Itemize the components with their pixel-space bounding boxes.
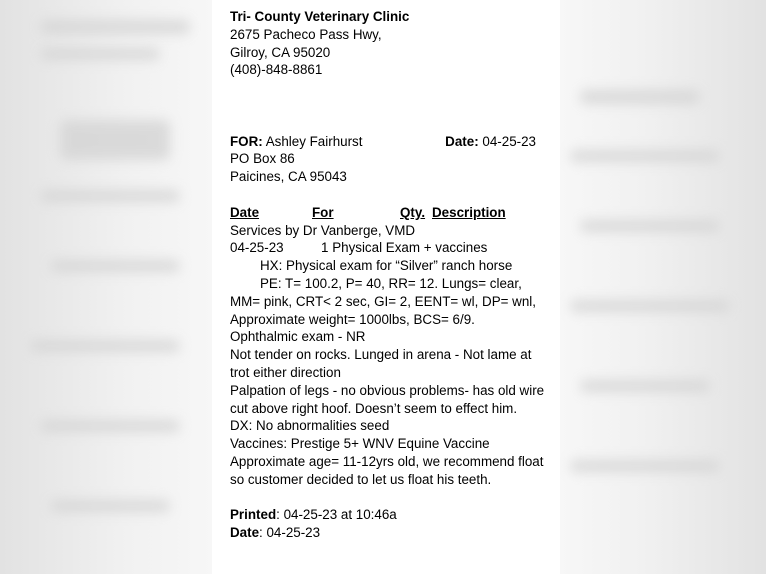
note-hx: HX: Physical exam for “Silver” ranch horse [260, 258, 513, 274]
printed-row [230, 506, 552, 524]
note-rocks: Not tender on rocks. Lunged in arena - Not lame at trot either direction [230, 347, 532, 380]
invoice-document [212, 0, 560, 574]
printed-label: Printed [230, 507, 277, 523]
col-description: Description [432, 204, 506, 220]
clinic-address-line2: Gilroy, CA 95020 [230, 44, 331, 60]
col-qty: Qty. [400, 204, 426, 220]
for-label: FOR: [230, 133, 263, 149]
client-name: Ashley Fairhurst [265, 133, 363, 149]
footer-date-row [230, 524, 552, 542]
clinic-phone: (408)-848-8861 [230, 62, 323, 78]
printed-value: : 04-25-23 at 10:46a [276, 507, 397, 523]
date-value: 04-25-23 [482, 133, 536, 149]
note-palpation: Palpation of legs - no obvious problems- has old wire cut above right hoof. Doesn’t seem to effect him. [230, 382, 545, 416]
note-age: Approximate age= 11-12yrs old, we recommend float so customer decided to let us float his teeth. [230, 453, 544, 487]
col-for: For [312, 204, 334, 220]
date-label: Date: [445, 133, 479, 149]
service-item-desc: Physical Exam + vaccines [332, 240, 488, 256]
blurred-background-right [560, 0, 766, 574]
note-dx: DX: No abnormalities seed [230, 418, 390, 434]
footer-date-value: : 04-25-23 [259, 525, 321, 541]
note-ophthalmic: Ophthalmic exam - NR [230, 329, 366, 345]
clinic-address-line1: 2675 Pacheco Pass Hwy, [230, 26, 382, 42]
services-provider: Services by Dr Vanberge, VMD [230, 222, 416, 238]
billing-header-row [230, 133, 552, 151]
note-vaccines: Vaccines: Prestige 5+ WNV Equine Vaccine [230, 436, 490, 452]
footer-date-label: Date [230, 525, 260, 541]
note-pe-line2: MM= pink, CRT< 2 sec, GI= 2, EENT= wl, DP= wnl, [230, 293, 536, 309]
client-address-line1: PO Box 86 [230, 151, 295, 167]
service-item-qty: 1 [321, 240, 329, 256]
service-item-row [230, 239, 552, 257]
table-header [230, 204, 552, 222]
service-item-date: 04-25-23 [230, 240, 284, 256]
note-weight: Approximate weight= 1000lbs, BCS= 6/9. [230, 311, 475, 327]
col-date: Date [230, 204, 260, 220]
blurred-background-left [0, 0, 212, 574]
note-pe-line1: PE: T= 100.2, P= 40, RR= 12. Lungs= clear, [260, 275, 522, 291]
clinic-name: Tri- County Veterinary Clinic [230, 9, 410, 24]
client-address-line2: Paicines, CA 95043 [230, 169, 347, 185]
